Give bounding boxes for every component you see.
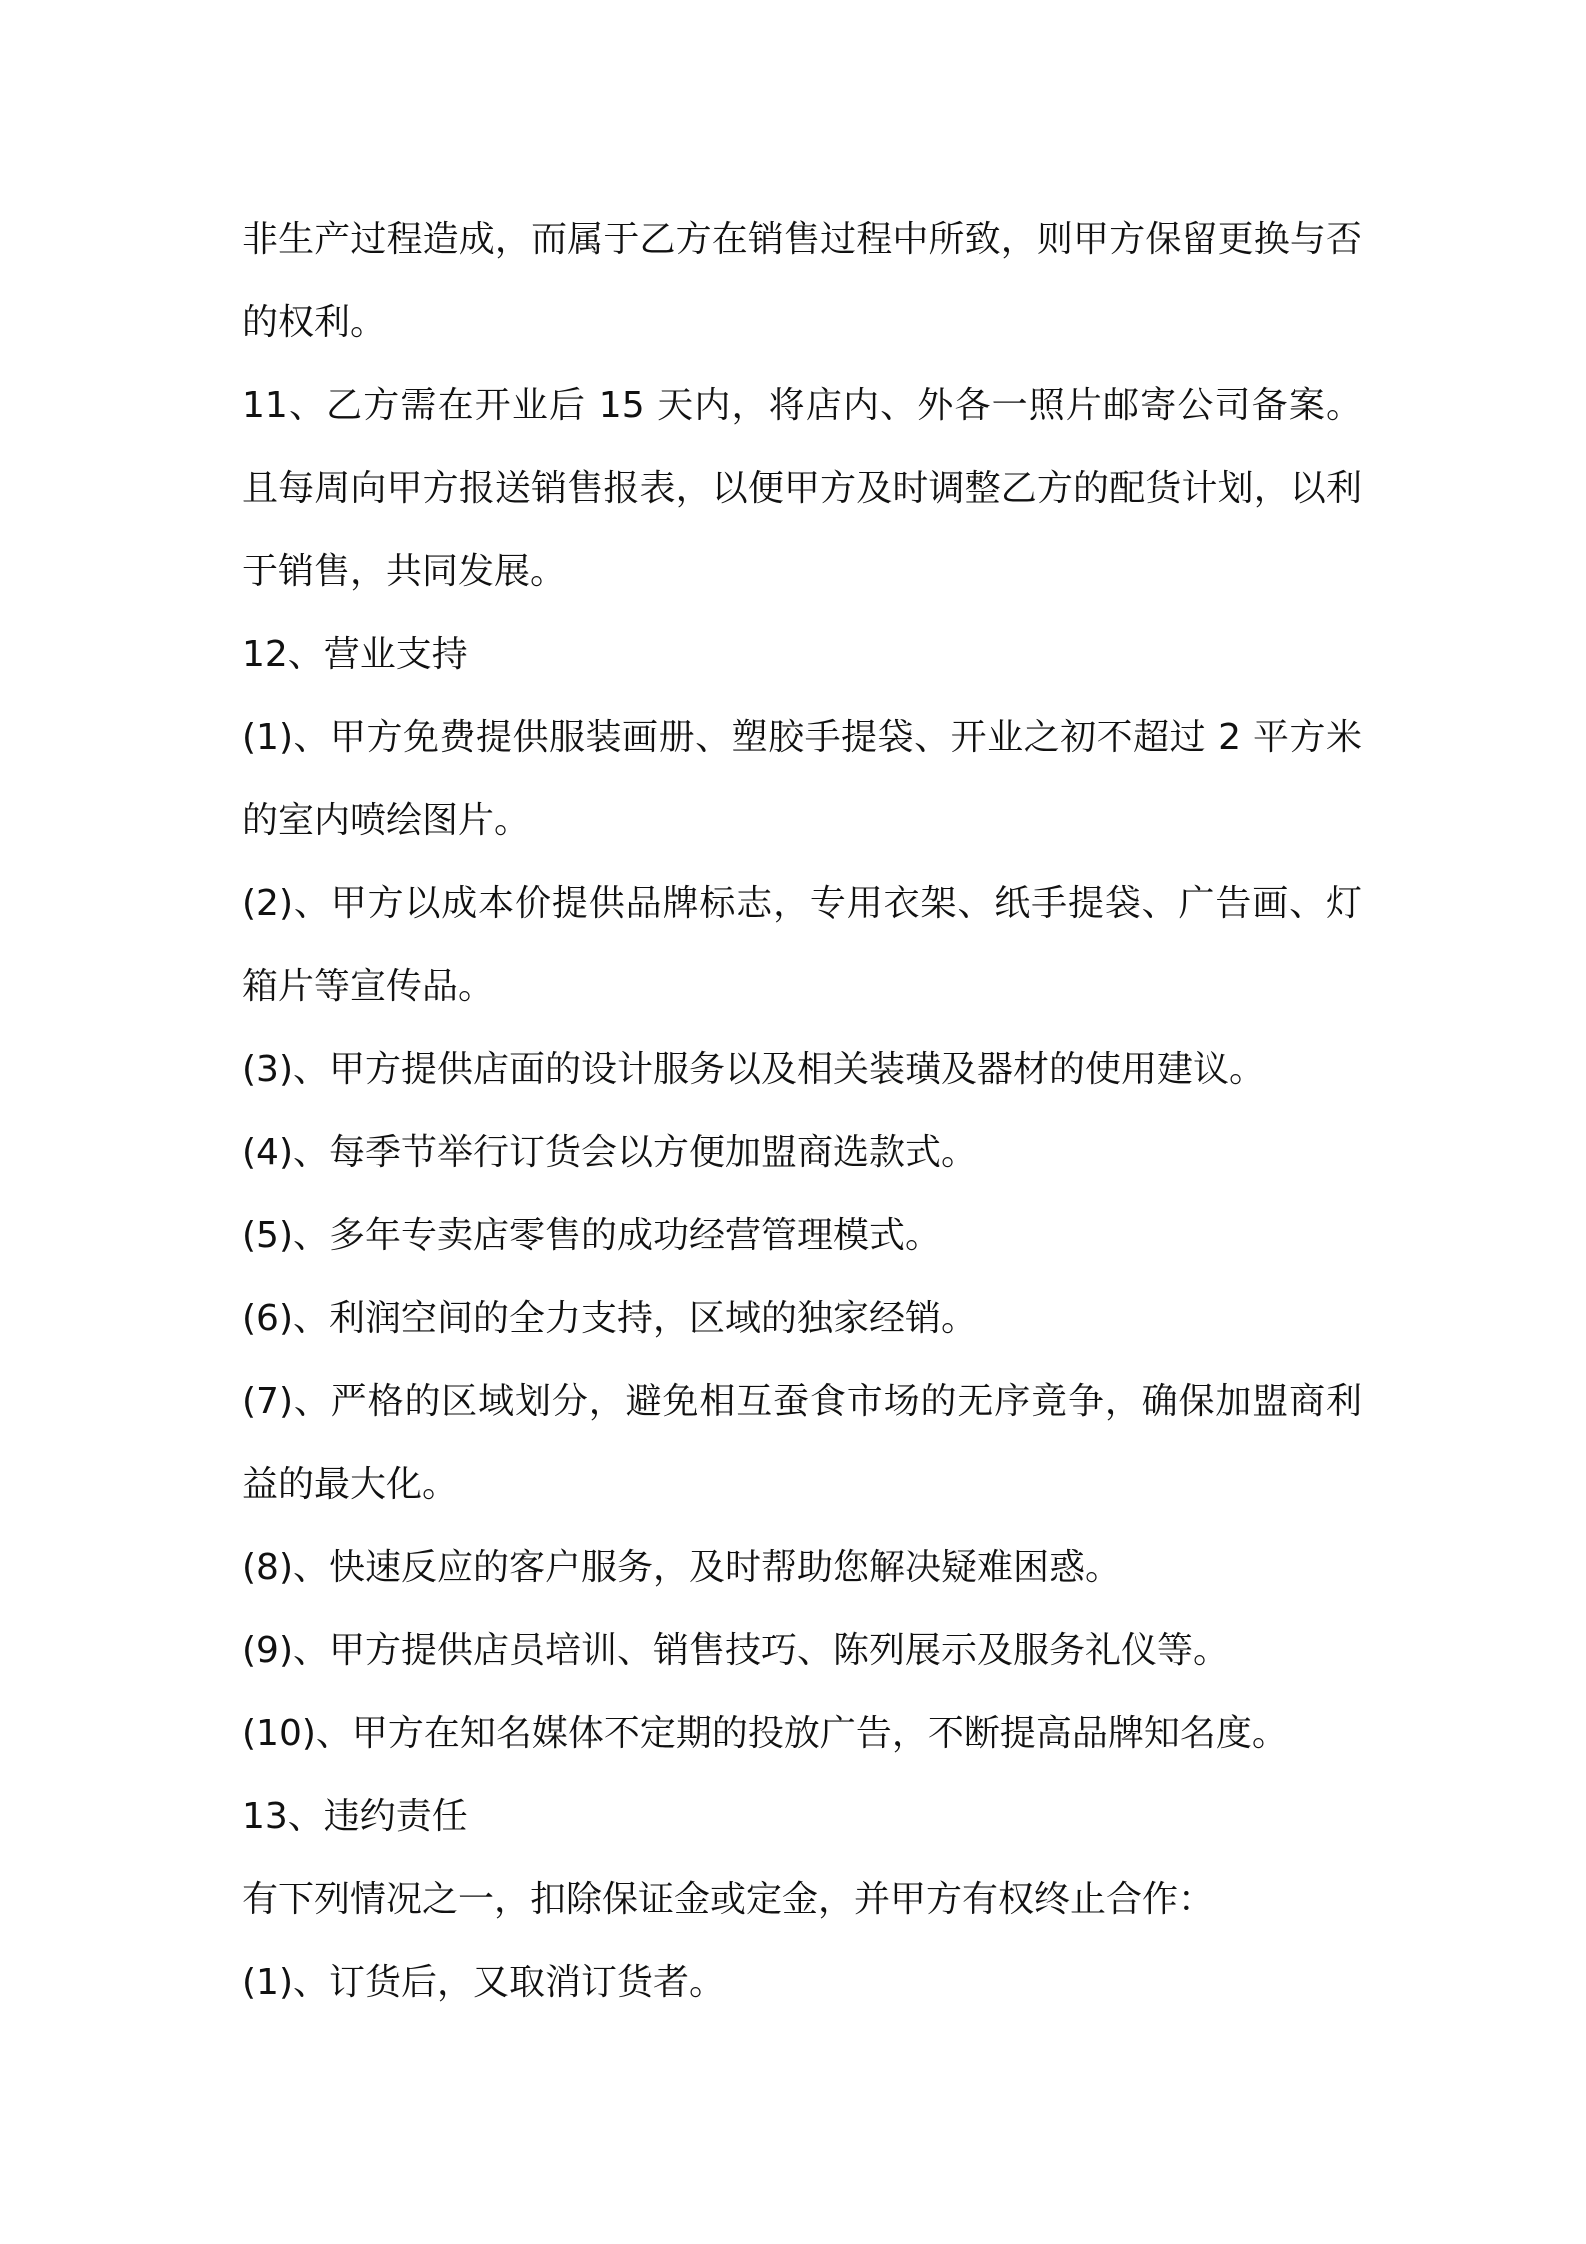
clause-12-item-6: (6)、利润空间的全力支持，区域的独家经销。 [242, 1298, 977, 1339]
clause-12-heading: 12、营业支持 [242, 634, 468, 675]
document-body [242, 198, 1362, 2024]
clause-12-item-3: (3)、甲方提供店面的设计服务以及相关装璜及器材的使用建议。 [242, 1049, 1265, 1090]
clause-13-intro: 有下列情况之一，扣除保证金或定金，并甲方有权终止合作： [242, 1879, 1215, 1920]
clause-12-item-5: (5)、多年专卖店零售的成功经营管理模式。 [242, 1215, 941, 1256]
clause-13-item-1: (1)、订货后，又取消订货者。 [242, 1962, 725, 2003]
clause-12-item-4: (4)、每季节举行订货会以方便加盟商选款式。 [242, 1132, 977, 1173]
paragraph-continuation: 非生产过程造成，而属于乙方在销售过程中所致，则甲方保留更换与否的权利。 [242, 219, 1362, 343]
clause-12-item-1: (1)、甲方免费提供服装画册、塑胶手提袋、开业之初不超过 2 平方米的室内喷绘图片。 [242, 717, 1362, 841]
clause-12-item-10: (10)、甲方在知名媒体不定期的投放广告，不断提高品牌知名度。 [242, 1713, 1288, 1754]
clause-12-item-7: (7)、严格的区域划分，避免相互蚕食市场的无序竟争，确保加盟商利益的最大化。 [242, 1381, 1362, 1505]
clause-11: 11、乙方需在开业后 15 天内，将店内、外各一照片邮寄公司备案。且每周向甲方报送销售报表，以便甲方及时调整乙方的配货计划，以利于销售，共同发展。 [242, 385, 1362, 592]
clause-13-heading: 13、违约责任 [242, 1796, 468, 1837]
clause-12-item-8: (8)、快速反应的客户服务，及时帮助您解决疑难困惑。 [242, 1547, 1121, 1588]
clause-12-item-9: (9)、甲方提供店员培训、销售技巧、陈列展示及服务礼仪等。 [242, 1630, 1229, 1671]
clause-12-item-2: (2)、甲方以成本价提供品牌标志，专用衣架、纸手提袋、广告画、灯箱片等宣传品。 [242, 883, 1362, 1007]
